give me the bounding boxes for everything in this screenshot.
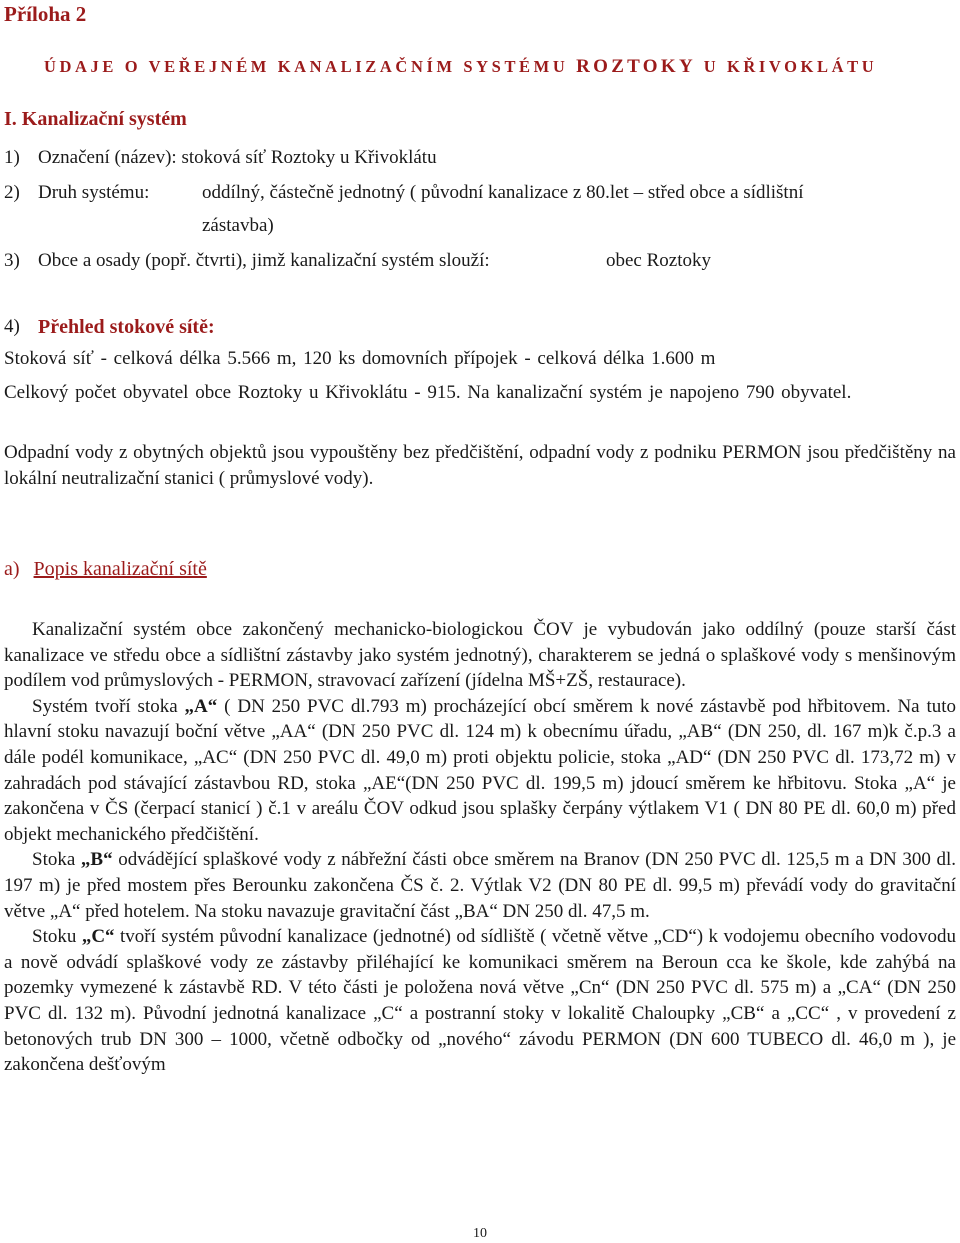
subsection-letter: a) bbox=[4, 558, 20, 580]
item-3-number: 3) bbox=[4, 250, 20, 271]
subsection-heading bbox=[4, 558, 207, 581]
sewer-c-label: „C“ bbox=[81, 926, 115, 948]
heading-part3: U KŘIVOKLÁTU bbox=[703, 57, 878, 76]
item-3-label: Obce a osady (popř. čtvrti), jimž kanalizační systém slouží: bbox=[38, 250, 490, 271]
item-2-value-cont: zástavba) bbox=[202, 215, 274, 236]
heading-part2: ROZTOKY bbox=[576, 56, 696, 77]
paragraph-1: Kanalizační systém obce zakončený mechanicko-biologickou ČOV je vybudován jako oddílný (pouze starší část kanalizace ve středu obce a sídlištní zástavby jako systém jednotný), charakterem se jedná o splaškové vody s menšinovým podílem vod průmyslových - PERMON, stravovací zařízení (jídelna MŠ+ZŠ, restaurace). bbox=[4, 619, 956, 692]
annex-label: Příloha 2 bbox=[4, 2, 87, 26]
heading-part1: ÚDAJE O VEŘEJNÉM KANALIZAČNÍM SYSTÉMU bbox=[44, 57, 569, 76]
population-text: Celkový počet obyvatel obce Roztoky u Křivoklátu - 915. Na kanalizační systém je napojeno 790 obyvatel. bbox=[4, 382, 852, 403]
item-3-value: obec Roztoky bbox=[606, 250, 712, 271]
paragraph-2: Systém tvoří stoka „A“ ( DN 250 PVC dl.793 m) procházející obcí směrem k nové zástavbě pod hřbitovem. Na tuto hlavní stoku navazují boční větve „AA“ (DN 250 PVC dl. 124 m) k obecnímu úřadu, „AB“ (DN 250, dl. 167 m)k č.p.3 a dále podél komunikace, „AC“ (DN 250 PVC dl. 49,0 m) proti objektu policie, stoka „AD“ (DN 250 PVC dl. 173,72 m) v zahradách pod stávající zástavbou RD, stoka „AE“(DN 250 PVC dl. 199,5 m) jdoucí směrem ke hřbitovu. Stoka „A“ je zakončena v ČS (čerpací stanicí ) č.1 v areálu ČOV odkud jsou splašky čerpány výtlakem V1 ( DN 80 PE dl. 60,0 m) před objekt mechanického předčištění. bbox=[4, 695, 957, 845]
section-title: I. Kanalizační systém bbox=[4, 108, 187, 130]
item-4-title: Přehled stokové sítě: bbox=[38, 316, 215, 338]
description bbox=[4, 617, 956, 1078]
paragraph-4: Stoku „C“ tvoří systém původní kanalizace (jednotné) od sídliště ( včetně větve „CD“) k vodojemu obecního vodovodu a nově odvádí splaškové vody ze zástavby přiléhající ke komunikaci směrem na Beroun cca ke škole, kde zahýbá na pozemky vymezené k zástavbě RD. V této části je položena nová větve „Cn“ (DN 250 PVC dl. 575 m) a „CA“ (DN 250 PVC dl. 132 m). Původní jednotná kanalizace „C“ a postranní stoky v lokalitě Chaloupky „CB“ a „CC“ , v provedení z betonových trub DN 300 – 1000, včetně odbočky od „nového“ závodu PERMON (DN 600 TUBECO dl. 46,0 m ), je zakončena dešťovým bbox=[4, 926, 957, 1076]
subsection-title: Popis kanalizační sítě bbox=[33, 558, 207, 580]
paragraph-3: Stoka „B“ odvádějící splaškové vody z nábřežní části obce směrem na Branov (DN 250 PVC dl. 125,5 m a DN 300 dl. 197 m) je před mostem přes Berounku zakončena ČS č. 2. Výtlak V2 (DN 80 PE dl. 99,5 m) převádí vody do gravitační větve „A“ před hotelem. Na stoku navazuje gravitační část „BA“ DN 250 dl. 47,5 m. bbox=[4, 849, 957, 922]
page-number: 10 bbox=[473, 1226, 487, 1241]
item-4-number: 4) bbox=[4, 316, 20, 337]
document-heading bbox=[44, 56, 877, 78]
item-1-text: Označení (název): stoková síť Roztoky u Křivoklátu bbox=[38, 147, 437, 168]
wastewater-text: Odpadní vody z obytných objektů jsou vypouštěny bez předčištění, odpadní vody z podniku PERMON jsou předčištěny na lokální neutralizační stanici ( průmyslové vody). bbox=[4, 442, 956, 489]
item-2-label: Druh systému: bbox=[38, 182, 150, 203]
sewer-a-label: „A“ bbox=[184, 695, 218, 717]
network-length: Stoková síť - celková délka 5.566 m, 120 ks domovních přípojek - celková délka 1.600 m bbox=[4, 348, 716, 369]
item-2-number: 2) bbox=[4, 182, 20, 203]
item-1-number: 1) bbox=[4, 147, 20, 168]
sewer-b-label: „B“ bbox=[80, 849, 113, 871]
item-2-value: oddílný, částečně jednotný ( původní kanalizace z 80.let – střed obce a sídlištní bbox=[202, 182, 804, 203]
